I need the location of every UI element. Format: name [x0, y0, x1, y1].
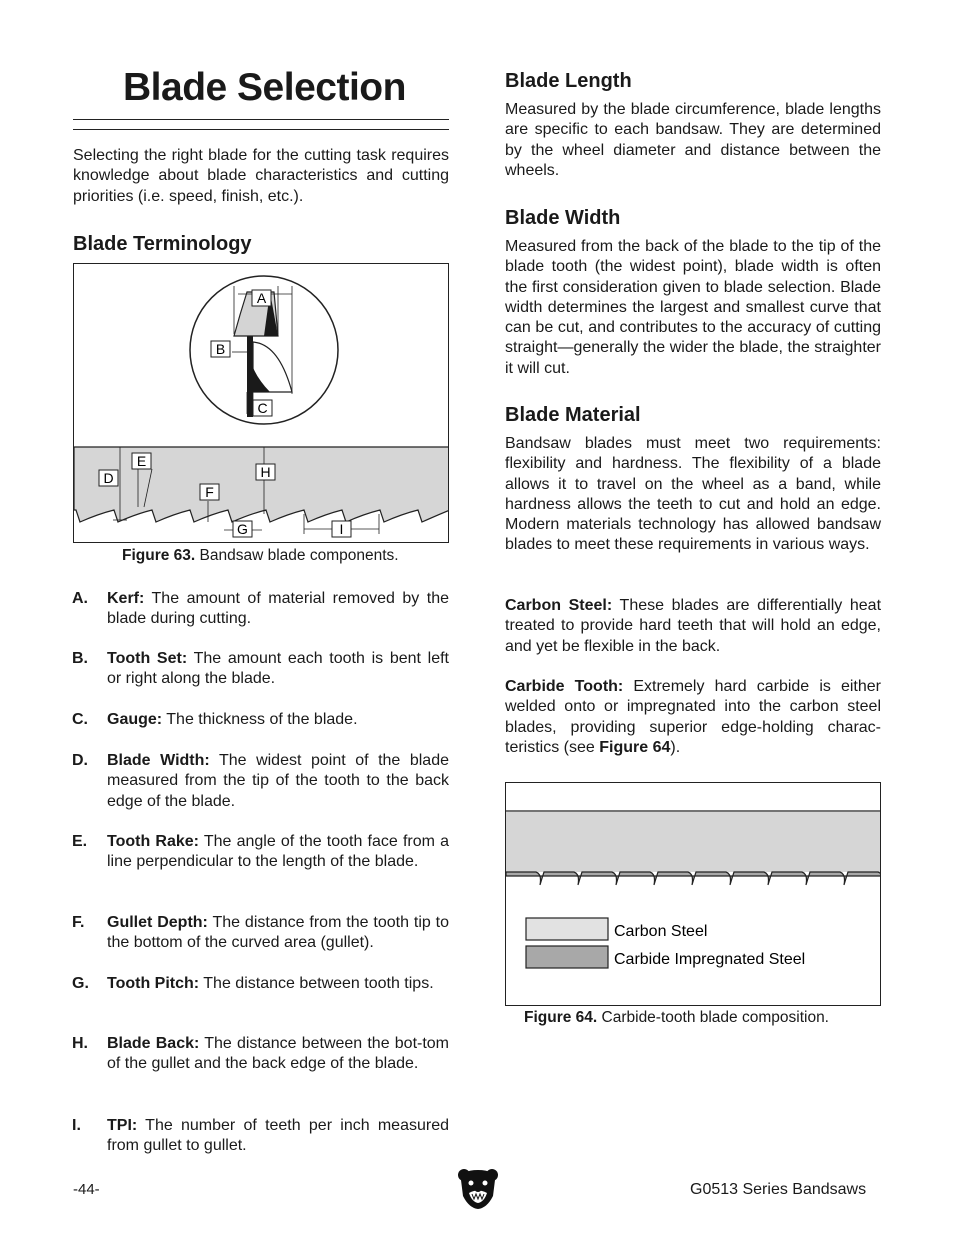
list-item-gauge: C. Gauge: The thickness of the blade. [72, 711, 358, 728]
blade-strip-teeth [74, 447, 449, 522]
footer-logo [457, 1166, 499, 1210]
label-e: E [136, 453, 147, 469]
blade-terminology-heading: Blade Terminology [73, 233, 252, 255]
blade-material-paragraph: Bandsaw blades must meet two requirements: flexibility and hardness. The flexibility of a blade allows it to travel on the wheel as a band, while hardness allows the teeth to cut and hold an edge. Modern materials technology has allowed bandsaw blades to meet these requirements in various ways. [505, 435, 881, 554]
blade-components-diagram [74, 264, 449, 543]
label-g: G [237, 521, 248, 537]
list-item-kerf: A. Kerf: The amount of material removed by the blade during cutting. [72, 590, 449, 628]
blade-material-heading: Blade Material [505, 404, 641, 426]
figure-63-caption-text: Bandsaw blade components. [195, 547, 399, 564]
legend-swatch-carbide-steel [526, 946, 608, 968]
carbide-tooth-term: Carbide Tooth: [505, 678, 624, 695]
list-item-tpi: I. TPI: The number of teeth per inch measured from gullet to gullet. [72, 1117, 449, 1155]
list-item-blade-back: H. Blade Back: The distance between the bot-tom of the gullet and the back edge of the blade. [72, 1035, 450, 1073]
footer-model: G0513 Series Bandsaws [690, 1181, 867, 1198]
blade-composition-diagram [506, 783, 881, 1006]
label-d: D [103, 470, 114, 486]
grizzly-bear-icon [457, 1166, 499, 1210]
carbon-steel-term: Carbon Steel: [505, 597, 613, 614]
list-item-tooth-set: B. Tooth Set: The amount each tooth is bent left or right along the blade. [72, 650, 449, 688]
blade-width-paragraph: Measured from the back of the blade to the tip of the blade tooth (the widest point), blade width is often the first consideration given to blade selection. Blade width determines the largest and smallest curve that can be cut, and contributes to the accuracy of cutting straight—generally the wider the blade, the straighter it will cut. [505, 238, 881, 377]
list-item-blade-width: D. Blade Width: The widest point of the blade measured from the tip of the tooth to the back edge of the blade. [72, 752, 450, 810]
label-b: B [215, 341, 226, 357]
figure-64-caption [524, 1009, 829, 1027]
page-title: Blade Selection [123, 66, 406, 109]
carbide-teeth [506, 872, 881, 885]
figure-64-caption-label: Figure 64. [524, 1009, 598, 1026]
figure-64-caption-text: Carbide-tooth blade composition. [597, 1009, 829, 1026]
label-h: H [260, 464, 271, 480]
blade-width-heading: Blade Width [505, 207, 621, 229]
list-item-tooth-pitch: G. Tooth Pitch: The distance between tooth tips. [72, 975, 434, 992]
figure-64-blade-composition [505, 782, 881, 1006]
intro-paragraph: Selecting the right blade for the cutting task requires knowledge about blade characteristics and cutting priorities (i.e. speed, finish, etc.). [73, 147, 449, 205]
title-rule-bottom [73, 129, 449, 130]
legend-swatch-carbon-steel [526, 918, 608, 940]
label-i: I [339, 521, 344, 537]
carbon-steel-body [506, 812, 881, 872]
legend-label-carbide-steel: Carbide Impregnated Steel [614, 951, 806, 968]
figure-64-reference: Figure 64 [599, 738, 671, 756]
title-rule-top [73, 119, 449, 120]
figure-63-caption [122, 547, 399, 565]
figure-63-caption-label: Figure 63. [122, 547, 196, 564]
carbon-steel-paragraph: Carbon Steel: These blades are differentially heat treated to provide hard teeth that will hold an edge, and yet be flexible in the back. [505, 597, 882, 655]
label-a: A [256, 290, 267, 306]
legend-label-carbon-steel: Carbon Steel [614, 923, 708, 940]
list-item-tooth-rake: E. Tooth Rake: The angle of the tooth face from a line perpendicular to the length of the blade. [72, 833, 449, 871]
list-item-gullet-depth: F. Gullet Depth: The distance from the tooth tip to the bottom of the curved area (gullet). [72, 914, 449, 952]
blade-length-paragraph: Measured by the blade circumference, blade lengths are specific to each bandsaw. They are determined by the wheel diameter and distance between the wheels. [505, 101, 881, 179]
label-c: C [257, 400, 268, 416]
figure-63-bandsaw-blade-diagram [73, 263, 449, 543]
label-f: F [205, 484, 214, 500]
page-number: -44- [73, 1181, 100, 1198]
carbide-tooth-paragraph: Carbide Tooth: Extremely hard carbide is either welded onto or impregnated into the carbon steel blades, providing superior edge-holding charac-teristics (see Figure 64). [505, 678, 881, 756]
blade-length-heading: Blade Length [505, 70, 632, 92]
